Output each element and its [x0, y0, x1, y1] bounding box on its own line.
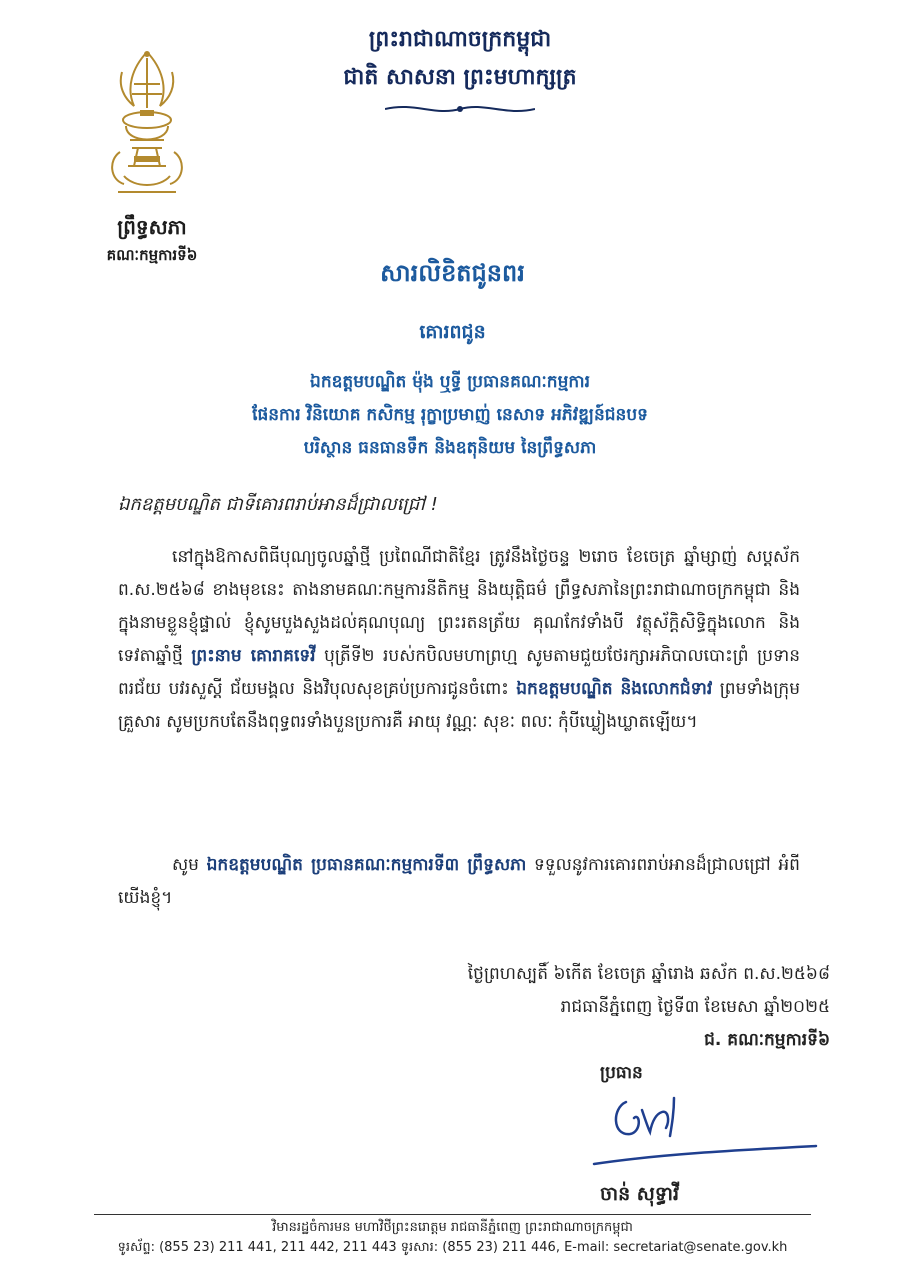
senate-label: ព្រឹទ្ធសភា [117, 215, 187, 239]
kingdom-motto: ជាតិ សាសនា ព្រះមហាក្សត្រ [343, 64, 577, 90]
letter-title: សារលិខិតជូនពរ [380, 258, 525, 287]
body-paragraph-2 [118, 849, 800, 915]
addressed-to: គោរពជូន [419, 321, 486, 343]
handwritten-signature-icon [590, 1088, 820, 1168]
ornament-divider-icon [385, 100, 535, 118]
footer [94, 1218, 811, 1258]
signer-title: ប្រធាន [600, 1063, 643, 1083]
addressee-emphasis: ឯកឧត្តមបណ្ឌិត ប្រធានគណៈកម្មការទី៣ ព្រឹទ្ធសភា [206, 855, 527, 875]
recipient-line: ឯកឧត្តមបណ្ឌិត ម៉ុង ឬទ្ធី ប្រធានគណៈកម្មការ [310, 372, 590, 392]
deity-name: ព្រះនាម គោរាគទេវី [191, 646, 316, 666]
recipient-block [150, 366, 750, 465]
footer-address: វិមានរដ្ឋចំការមន មហាវិថីព្រះនរោត្តម រាជធានីភ្នំពេញ ព្រះរាជាណាចក្រកម្ពុជា [272, 1220, 633, 1235]
recipient-line: ផែនការ វិនិយោគ កសិកម្ម រុក្ខាប្រមាញ់ នេសាទ អភិវឌ្ឍន៍ជនបទ [252, 405, 648, 425]
addressee-emphasis: ឯកឧត្តមបណ្ឌិត និងលោកជំទាវ [516, 679, 713, 699]
signing-organization: ជ. គណៈកម្មការទី៦ [704, 1030, 830, 1050]
signer-name: ចាន់ សុទ្ធាវី [600, 1183, 679, 1205]
kingdom-header [300, 20, 620, 96]
kingdom-name: ព្រះរាជាណាចក្រកម្ពុជា [368, 26, 552, 52]
paragraph-text: បុត្រីទី២ របស់កបិលមហាព្រហ្ម សូមតាមជួយថែរក្សាអភិបាលបោះព្រំ ប្រទានពរជ័យ បវរសួស្តី ជ័យមង្គល និងវិបុលសុខគ្រប់ប្រការជូនចំពោះ [118, 646, 801, 699]
paragraph-text: សូម [172, 855, 207, 875]
recipient-line: បរិស្ថាន ធនធានទឹក និងឧតុនិយម នៃព្រឹទ្ធសភា [303, 438, 597, 458]
gregorian-date: រាជធានីភ្នំពេញ ថ្ងៃទី៣ ខែមេសា ឆ្នាំ២០២៥ [560, 997, 830, 1017]
footer-divider [94, 1214, 811, 1215]
paragraph-text: ទទួលនូវការគោរពរាប់អានដ៏ជ្រាលជ្រៅ អំពីយើងខ្ញុំ។ [118, 855, 800, 908]
date-block [360, 958, 830, 1057]
body-paragraph-1 [118, 541, 800, 739]
lunar-date: ថ្ងៃព្រហស្បតិ៍ ៦កើត ខែចេត្រ ឆ្នាំរោង ឆស័ក ព.ស.២៥៦៨ [467, 964, 830, 984]
committee-label: គណៈកម្មការទី៦ [106, 246, 198, 264]
footer-contact: ទូរស័ព្ទ: (855 23) 211 441, 211 442, 211 443 ទូរសារ: (855 23) 211 446, E-mail: secretariat@senate.gov.kh [117, 1240, 788, 1255]
salutation: ឯកឧត្តមបណ្ឌិត ជាទីគោរពរាប់អានដ៏ជ្រាលជ្រៅ ! [118, 494, 438, 515]
paragraph-text: នៅក្នុងឱកាសពិធីបុណ្យចូលឆ្នាំថ្មី ប្រពៃណីជាតិខ្មែរ ត្រូវនឹងថ្ងៃចន្ទ ២រោច ខែចេត្រ ឆ្នាំម្សាញ់ សប្តស័ក ព.ស.២៥៦៨ ខាងមុខនេះ តាងនាមគណៈកម្មការនីតិកម្ម និងយុត្តិធម៌ ព្រឹទ្ធសភានៃព្រះរាជាណាចក្រកម្ពុជា និងក្នុងនាមខ្លួនខ្ញុំផ្ទាល់ ខ្ញុំសូមបួងសួងដល់គុណបុណ្យ ព្រះរតនត្រ័យ គុណកែវទាំងបី វត្ថុស័ក្តិសិទ្ធិក្នុងលោក និងទេវតាឆ្នាំថ្មី [118, 547, 800, 666]
senate-emblem-icon [104, 48, 190, 200]
paragraph-text: ព្រមទាំងក្រុមគ្រួសារ សូមប្រកបតែនឹងពុទ្ធពរទាំងបួនប្រការគឺ អាយុ វណ្ណៈ សុខៈ ពលៈ កុំបីឃ្លៀងឃ្លាតឡើយ។ [118, 679, 800, 732]
